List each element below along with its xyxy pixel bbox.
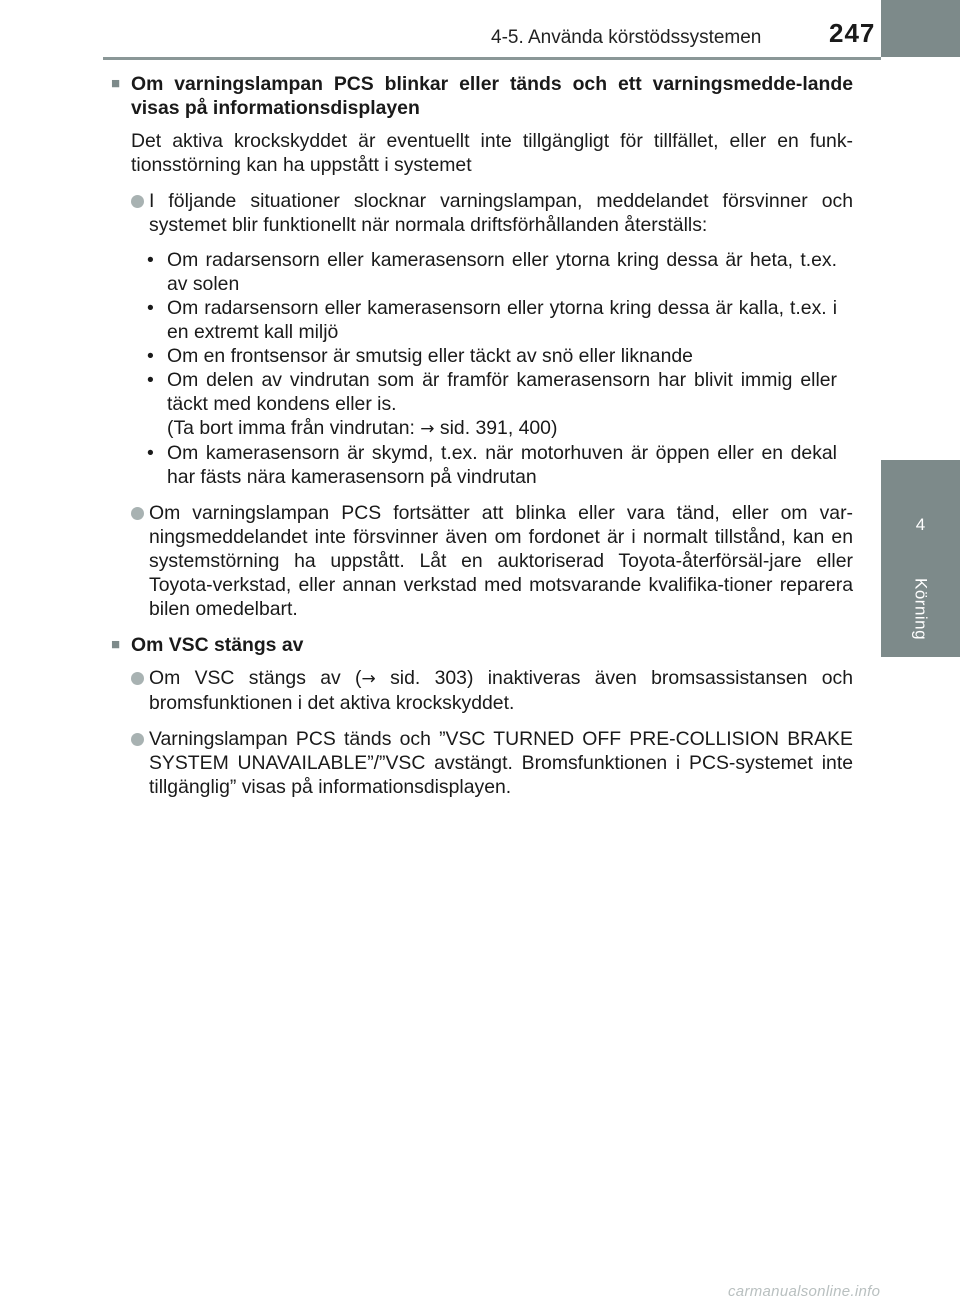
header-divider [103,57,881,60]
sub-item-body [167,368,853,441]
sub-item-text: Om kamerasensorn är skymd, t.ex. när motorhuven är öppen eller en dekal har fästs nära kamerasensorn på vindrutan [167,442,837,488]
sub-list-item [147,344,853,368]
list-item [131,727,853,799]
chapter-title: Körning [911,578,931,641]
sub-item-text: Om radarsensorn eller kamerasensorn eller ytorna kring dessa är kalla, t.ex. i en extremt kall miljö [167,297,837,343]
note-prefix: (Ta bort imma från vindrutan: [167,417,421,439]
sub-list-item [147,368,853,441]
heading-text: Om VSC stängs av [131,634,304,656]
watermark-logo: carmanualsonline.info [728,1283,881,1300]
bullet-text: I följande situationer slocknar varningslampan, meddelandet försvinner och systemet blir funktionellt när normala driftsförhållanden återställs: [149,190,853,236]
heading-text: Om varningslampan PCS blinkar eller tänds och ett varningsmedde-lande visas på informationsdisplayen [131,73,853,119]
sub-list-item [147,248,853,296]
circle-bullet-icon [131,189,149,489]
header-tab-block [881,0,960,57]
dot-marker: • [147,369,154,391]
circle-bullet-icon [131,666,149,715]
sub-list-item [147,441,853,489]
square-bullet-icon: ■ [111,636,121,653]
bullet-text: Om varningslampan PCS fortsätter att blinka eller vara tänd, eller om var-ningsmeddelandet inte försvinner även om fordonet är i normalt tillstånd, kan en systemstörning ha uppstått. Låt en auktoriserad Toyota-återförsäl-jare eller Toyota-verkstad, eller annan verkstad med motsvarande kvalifika-tioner reparera bilen omedelbart. [149,502,853,620]
bullet-text: Varningslampan PCS tänds och ”VSC TURNED OFF PRE-COLLISION BRAKE SYSTEM UNAVAILABLE”/”VSC avstängt. Bromsfunktionen i PCS-systemet inte tillgänglig” visas på informationsdisplayen. [149,728,853,798]
page-number: 247 [829,18,876,48]
chapter-number: 4 [915,515,926,534]
section-paragraph: Det aktiva krockskyddet är eventuellt inte tillgängligt för tillfället, eller en funk-tionsstörning kan ha uppstått i systemet [131,130,853,176]
sub-item-text: Om delen av vindrutan som är framför kamerasensorn har blivit immig eller täckt med kondens eller is. [167,369,837,415]
dot-marker: • [147,249,154,271]
page-reference: sid. 391, 400) [434,417,558,439]
arrow-right-icon: → [361,669,376,689]
section-heading-pcs [111,72,853,120]
dot-marker: • [147,345,154,367]
dot-marker: • [147,297,154,319]
text-after: sid. 303) inaktiveras även bromsassistansen och bromsfunktionen i det aktiva krockskyddet. [149,667,853,714]
dot-marker: • [147,442,154,464]
bullet-text [149,666,853,715]
circle-bullet-icon [131,727,149,799]
list-item [131,501,853,621]
list-item [131,666,853,715]
list-item [131,189,853,489]
sub-list [147,248,853,489]
section-heading-vsc [111,633,853,657]
circle-bullet-icon [131,501,149,621]
sub-item-text: Om en frontsensor är smutsig eller täckt av snö eller liknande [167,345,693,367]
chapter-title-wrapper [881,578,960,640]
square-bullet-icon: ■ [111,75,121,92]
text-before: Om VSC stängs av ( [149,667,362,689]
sub-list-item [147,296,853,344]
section-title: 4-5. Använda körstödssystemen [491,27,762,48]
arrow-right-icon: → [420,419,435,439]
page-content [111,72,853,799]
sub-item-text: Om radarsensorn eller kamerasensorn eller ytorna kring dessa är heta, t.ex. av solen [167,249,837,295]
